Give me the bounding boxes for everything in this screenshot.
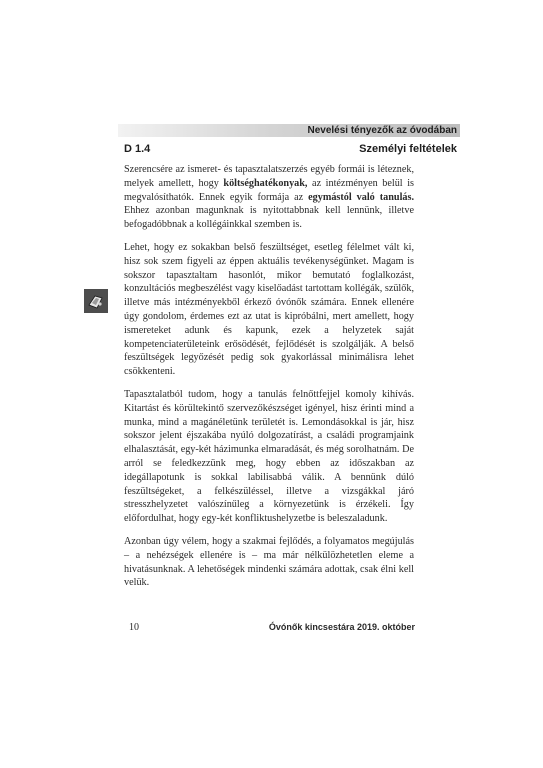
paragraph-4: Azonban úgy vélem, hogy a szakmai fejlődés, a folyamatos megújulás – a nehézségek ellenére is – ma már nélkülözhetetlen eleme a hivatásunknak. A lehetőségek mindenki számára adottak, csak élni kell velük. [124, 535, 414, 589]
emphasis-peer-learning: egymástól való tanulás. [308, 191, 415, 203]
chapter-title: Nevelési tényezők az óvodában [307, 125, 457, 136]
publication-footer: Óvónők kincsestára 2019. október [268, 622, 415, 632]
paragraph-1-text-c: Ehhez azonban magunknak is nyitottabbnak kell lennünk, illetve befogadóbbnak a kollégáinkkal szemben is. [124, 205, 414, 231]
article-body [124, 163, 414, 599]
paragraph-1-text-b: az intézményen belül is megvalósíthatók. Ennek egyik formája az [124, 177, 414, 203]
paragraph-3: Tapasztalatból tudom, hogy a tanulás felnőttfejjel komoly kihívás. Kitartást és körültekintő szervezőkészséget igényel, hisz érinti mind a munka, mind a magánéletünk területét is. Lemondásokkal is jár, hisz sokszor jelent éjszakába nyúló dolgozatírást, a családi programjaink elhalasztását, egy-két házimunka elmaradását, és még sorolhatnám. De arról se feledkezzünk meg, hogy ebben az időszakban az idegállapotunk is sokkal labilisabbá válik. A bennünk dúló feszültségeket, a felkészüléssel, illetve a vizsgákkal járó stresszhelyzetet valószínűleg a környezetünk is érzékeli. Így előfordulhat, hogy egy-két konfliktushelyzetbe is beleszaladunk. [124, 388, 414, 525]
paragraph-2: Lehet, hogy ez sokakban belső feszültséget, esetleg félelmet vált ki, hisz sok szem figyeli az éppen aktuális tevékenységünket. Magam is sokszor tapasztaltam hasonlót, mikor bemutató foglalkozást, konzultációs megbeszélést vagy kiselőadást tartottam kollégák, szülők, illetve más intézményekből érkező óvónők számára. Ennek ellenére úgy gondolom, érdemes ezt az utat is kipróbálni, mert amellett, hogy ismereteket adunk és kapunk, ezek a helyzetek saját kompetenciaterületeink erősödését, fejlődését is szolgálják. A belső feszültségek legyőzését pedig sok gyakorlással minimálisra lehet csökkenteni. [124, 241, 414, 378]
book-logo-icon [84, 289, 108, 313]
page-number: 10 [129, 622, 139, 633]
paragraph-1 [124, 163, 414, 232]
paragraph-1-text-a: Szerencsére az ismeret- és tapasztalatszerzés egyéb formái is léteznek, melyek amellett, hogy [124, 164, 414, 189]
section-title: Személyi feltételek [359, 143, 457, 155]
emphasis-cost-effective: költséghatékonyak, [223, 177, 308, 189]
section-code: D 1.4 [124, 143, 151, 155]
